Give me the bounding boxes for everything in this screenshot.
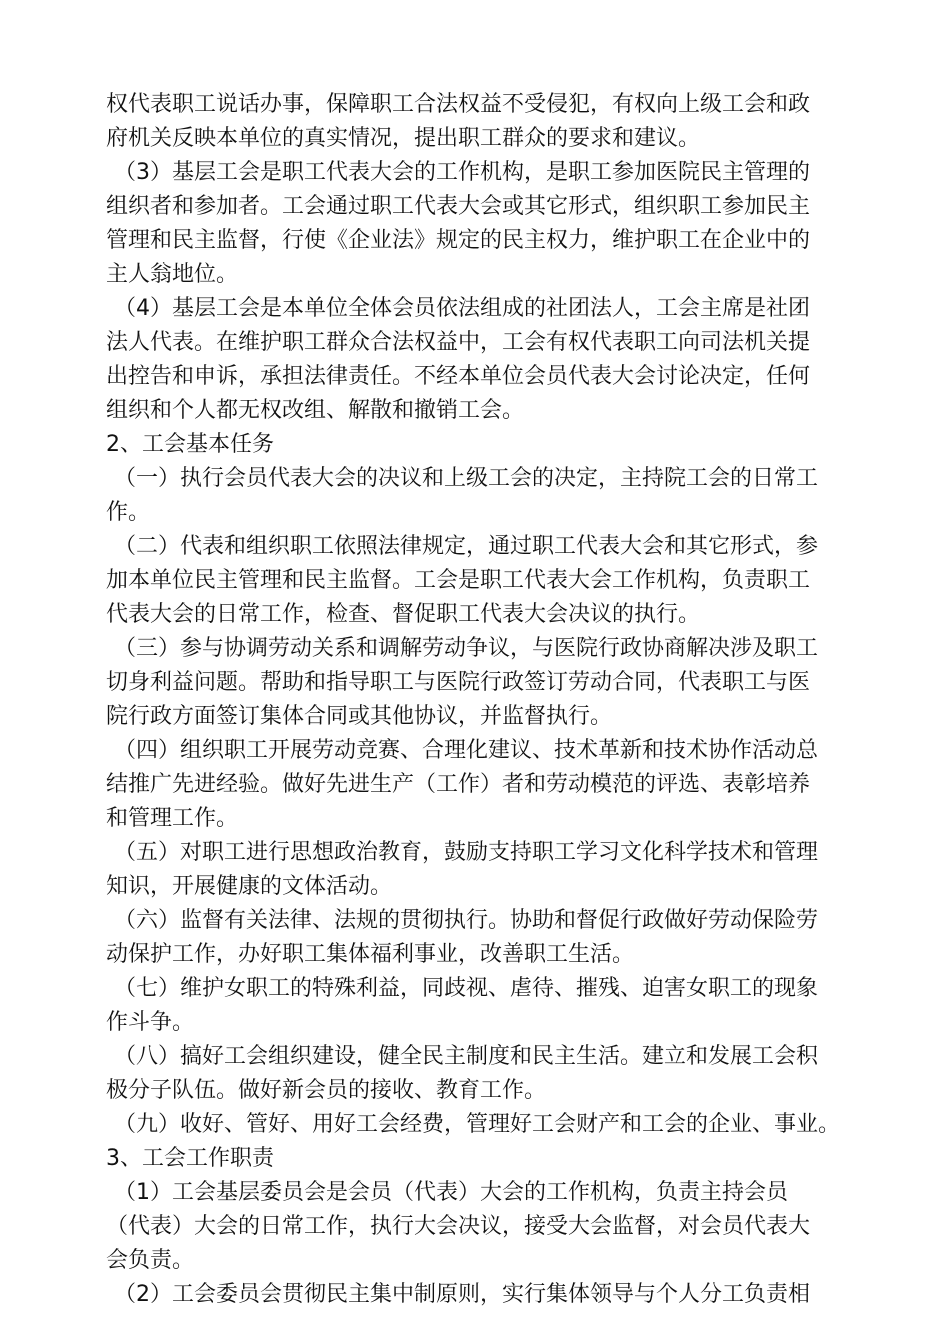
text-line: （七）维护女职工的特殊利益，同歧视、虐待、摧残、迫害女职工的现象 bbox=[114, 976, 819, 1001]
text-line: 管理和民主监督，行使《企业法》规定的民主权力，维护职工在企业中的 bbox=[106, 228, 811, 253]
text-line: 出控告和申诉，承担法律责任。不经本单位会员代表大会讨论决定，任何 bbox=[106, 364, 811, 389]
text-line: （4）基层工会是本单位全体会员依法组成的社团法人，工会主席是社团 bbox=[114, 296, 810, 321]
text-line: 代表大会的日常工作，检查、督促职工代表大会决议的执行。 bbox=[106, 602, 701, 627]
text-line: 知识，开展健康的文体活动。 bbox=[106, 874, 393, 899]
text-line: （三）参与协调劳动关系和调解劳动争议，与医院行政协商解决涉及职工 bbox=[114, 636, 819, 661]
text-line: （九）收好、管好、用好工会经费，管理好工会财产和工会的企业、事业。 bbox=[114, 1112, 841, 1137]
text-line: 组织和个人都无权改组、解散和撤销工会。 bbox=[106, 398, 525, 423]
section-heading: 3、工会工作职责 bbox=[106, 1146, 274, 1171]
text-line: （2）工会委员会贯彻民主集中制原则，实行集体领导与个人分工负责相 bbox=[114, 1282, 810, 1307]
text-line: 权代表职工说话办事，保障职工合法权益不受侵犯，有权向上级工会和政 bbox=[106, 92, 811, 117]
text-line: 府机关反映本单位的真实情况，提出职工群众的要求和建议。 bbox=[106, 126, 701, 151]
section-heading: 2、工会基本任务 bbox=[106, 432, 274, 457]
text-line: 极分子队伍。做好新会员的接收、教育工作。 bbox=[106, 1078, 547, 1103]
text-line: 会负责。 bbox=[106, 1248, 195, 1273]
text-line: （八）搞好工会组织建设，健全民主制度和民主生活。建立和发展工会积 bbox=[114, 1044, 819, 1069]
text-line: （五）对职工进行思想政治教育，鼓励支持职工学习文化科学技术和管理 bbox=[114, 840, 819, 865]
text-line: 作斗争。 bbox=[106, 1010, 195, 1035]
text-line: 作。 bbox=[106, 500, 151, 525]
text-line: （一）执行会员代表大会的决议和上级工会的决定，主持院工会的日常工 bbox=[114, 466, 819, 491]
text-line: 院行政方面签订集体合同或其他协议，并监督执行。 bbox=[106, 704, 613, 729]
text-line: 结推广先进经验。做好先进生产（工作）者和劳动模范的评选、表彰培养 bbox=[106, 772, 811, 797]
text-line: 组织者和参加者。工会通过职工代表大会或其它形式，组织职工参加民主 bbox=[106, 194, 811, 219]
text-line: （3）基层工会是职工代表大会的工作机构，是职工参加医院民主管理的 bbox=[114, 160, 810, 185]
text-line: 法人代表。在维护职工群众合法权益中，工会有权代表职工向司法机关提 bbox=[106, 330, 811, 355]
text-line: 加本单位民主管理和民主监督。工会是职工代表大会工作机构，负责职工 bbox=[106, 568, 811, 593]
text-line: （四）组织职工开展劳动竞赛、合理化建议、技术革新和技术协作活动总 bbox=[114, 738, 819, 763]
text-line: 动保护工作，办好职工集体福利事业，改善职工生活。 bbox=[106, 942, 635, 967]
text-line: 切身利益问题。帮助和指导职工与医院行政签订劳动合同，代表职工与医 bbox=[106, 670, 811, 695]
text-line: 和管理工作。 bbox=[106, 806, 239, 831]
text-line: （1）工会基层委员会是会员（代表）大会的工作机构，负责主持会员 bbox=[114, 1180, 788, 1205]
text-line: 主人翁地位。 bbox=[106, 262, 239, 287]
text-line: （二）代表和组织职工依照法律规定，通过职工代表大会和其它形式，参 bbox=[114, 534, 819, 559]
text-line: （代表）大会的日常工作，执行大会决议，接受大会监督，对会员代表大 bbox=[106, 1214, 811, 1239]
text-line: （六）监督有关法律、法规的贯彻执行。协助和督促行政做好劳动保险劳 bbox=[114, 908, 819, 933]
